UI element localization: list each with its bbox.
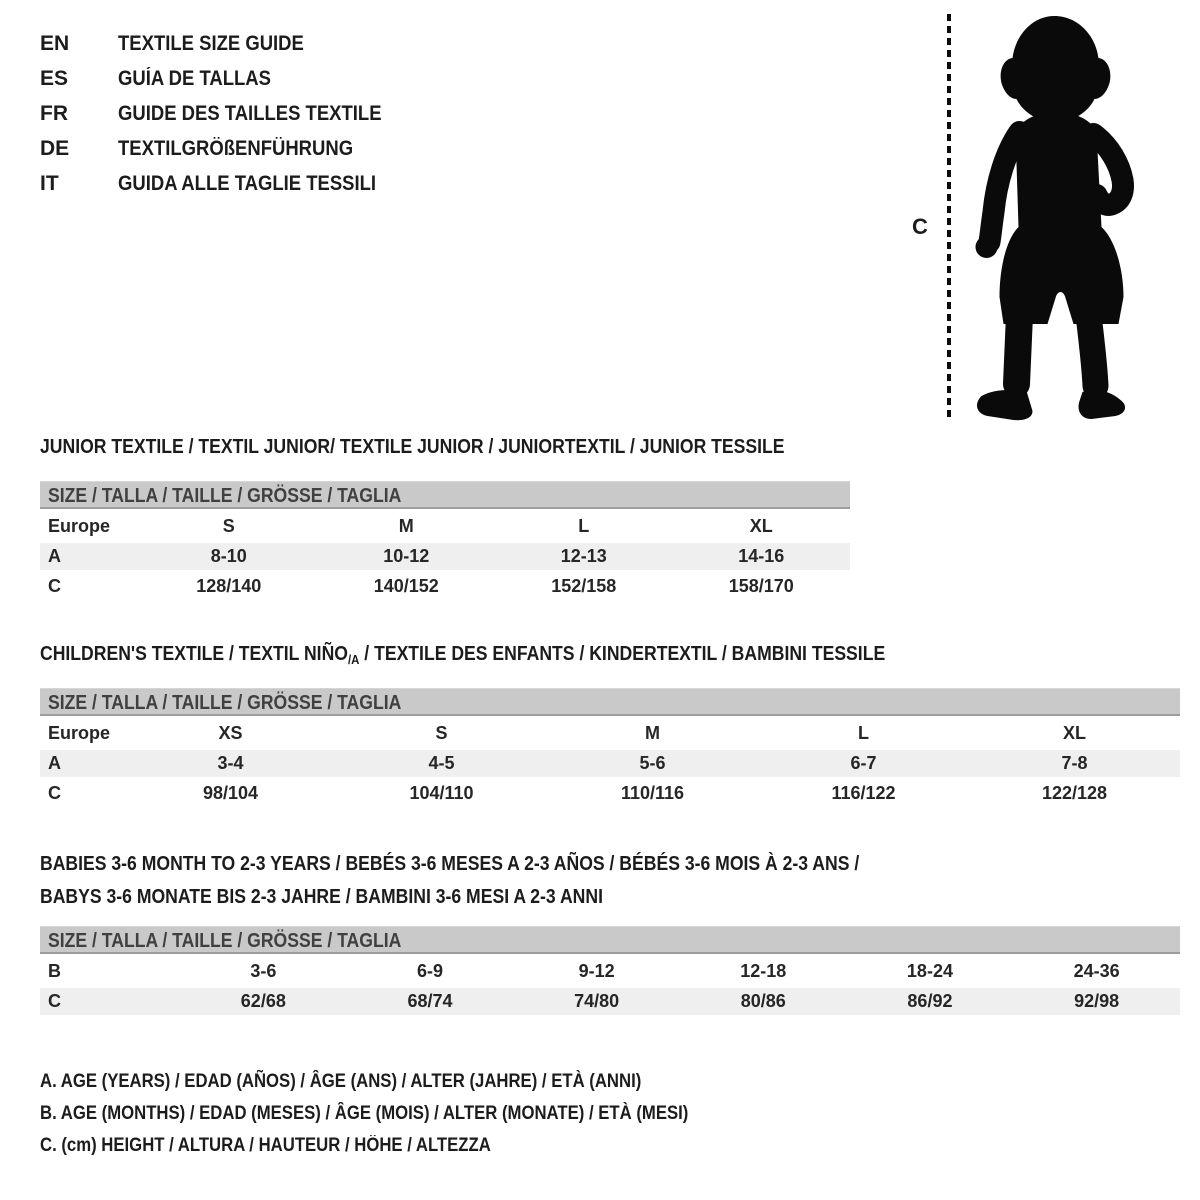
children-size-table xyxy=(40,688,1180,810)
height-dashed-line xyxy=(947,14,951,418)
size-header-label: SIZE / TALLA / TAILLE / GRÖSSE / TAGLIA xyxy=(48,930,402,952)
junior-section-heading: JUNIOR TEXTILE / TEXTIL JUNIOR/ TEXTILE JUNIOR / JUNIORTEXTIL / JUNIOR TESSILE xyxy=(40,436,785,458)
toddler-silhouette-icon xyxy=(962,12,1145,422)
table-row xyxy=(40,958,1180,988)
guide-title: TEXTILGRÖßENFÜHRUNG xyxy=(118,136,354,160)
age-cell: 12-13 xyxy=(495,543,673,573)
age-cell: 18-24 xyxy=(847,958,1014,988)
age-cell: 24-36 xyxy=(1013,958,1180,988)
table-row xyxy=(40,780,1180,810)
guide-title: GUÍA DE TALLAS xyxy=(118,66,271,90)
babies-section-heading: BABIES 3-6 MONTH TO 2-3 YEARS / BEBÉS 3-6 MESES A 2-3 AÑOS / BÉBÉS 3-6 MOIS À 2-3 ANS / BABYS 3-6 MONATE BIS 2-3 JAHRE / BAMBINI 3-6 MESI A 2-3 ANNI xyxy=(40,853,860,908)
height-cell: 122/128 xyxy=(969,780,1180,810)
row-label: Europe xyxy=(40,720,125,750)
table-row xyxy=(40,750,1180,780)
language-row xyxy=(40,131,417,166)
height-cell: 86/92 xyxy=(847,988,1014,1018)
row-label: C xyxy=(40,988,180,1018)
age-cell: 14-16 xyxy=(673,543,851,573)
height-cell: 104/110 xyxy=(336,780,547,810)
language-code: EN xyxy=(40,31,70,55)
nino-a-subscript: /A xyxy=(347,652,360,667)
height-label: C xyxy=(912,214,928,239)
guide-title: GUIDA ALLE TAGLIE TESSILI xyxy=(118,171,377,195)
language-code: ES xyxy=(40,66,69,90)
size-cell: M xyxy=(547,720,758,750)
measurement-legend xyxy=(40,1066,777,1162)
size-cell: M xyxy=(318,513,496,543)
children-section-heading: CHILDREN'S TEXTILE / TEXTIL $NIÑO_{/A}$ / TEXTILE DES ENFANTS / KINDERTEXTIL / BAMBINI TESSILE xyxy=(40,643,886,667)
guide-title: GUIDE DES TAILLES TEXTILE xyxy=(118,101,382,125)
legend-line-c: C. (cm) HEIGHT / ALTURA / HAUTEUR / HÖHE / ALTEZZA xyxy=(40,1135,491,1156)
language-code: FR xyxy=(40,101,68,125)
table-row xyxy=(40,988,1180,1018)
legend-line-a: A. AGE (YEARS) / EDAD (AÑOS) / ÂGE (ANS) / ALTER (JAHRE) / ETÀ (ANNI) xyxy=(40,1071,642,1092)
age-cell: 6-7 xyxy=(758,750,969,780)
size-header-label: SIZE / TALLA / TAILLE / GRÖSSE / TAGLIA xyxy=(48,485,402,507)
height-cell: 68/74 xyxy=(347,988,514,1018)
language-row xyxy=(40,96,417,131)
row-label: A xyxy=(40,543,140,573)
row-label: C xyxy=(40,780,125,810)
age-cell: 4-5 xyxy=(336,750,547,780)
size-cell: S xyxy=(140,513,318,543)
size-header-bar xyxy=(40,688,1180,716)
size-cell: XL xyxy=(673,513,851,543)
height-cell: 128/140 xyxy=(140,573,318,603)
height-cell: 62/68 xyxy=(180,988,347,1018)
height-cell: 74/80 xyxy=(513,988,680,1018)
legend-line-b: B. AGE (MONTHS) / EDAD (MESES) / ÂGE (MOIS) / ALTER (MONATE) / ETÀ (MESI) xyxy=(40,1103,689,1124)
height-cell: 116/122 xyxy=(758,780,969,810)
table-row xyxy=(40,573,850,603)
language-code: DE xyxy=(40,136,70,160)
language-row xyxy=(40,61,417,96)
age-cell: 3-4 xyxy=(125,750,336,780)
size-header-label: SIZE / TALLA / TAILLE / GRÖSSE / TAGLIA xyxy=(48,692,402,714)
age-cell: 6-9 xyxy=(347,958,514,988)
height-cell: 92/98 xyxy=(1013,988,1180,1018)
size-cell: L xyxy=(758,720,969,750)
height-cell: 140/152 xyxy=(318,573,496,603)
height-cell: 152/158 xyxy=(495,573,673,603)
guide-title: TEXTILE SIZE GUIDE xyxy=(118,31,304,55)
table-row xyxy=(40,513,850,543)
age-cell: 8-10 xyxy=(140,543,318,573)
age-cell: 3-6 xyxy=(180,958,347,988)
language-row xyxy=(40,26,417,61)
age-cell: 10-12 xyxy=(318,543,496,573)
babies-size-table xyxy=(40,926,1180,1018)
table-row xyxy=(40,720,1180,750)
age-cell: 7-8 xyxy=(969,750,1180,780)
age-cell: 12-18 xyxy=(680,958,847,988)
row-label: B xyxy=(40,958,180,988)
size-header-bar xyxy=(40,926,1180,954)
language-title-list xyxy=(40,26,417,201)
row-label: C xyxy=(40,573,140,603)
size-cell: S xyxy=(336,720,547,750)
size-cell: XL xyxy=(969,720,1180,750)
size-header-bar xyxy=(40,481,850,509)
height-cell: 80/86 xyxy=(680,988,847,1018)
height-cell: 110/116 xyxy=(547,780,758,810)
size-cell: L xyxy=(495,513,673,543)
size-cell: XS xyxy=(125,720,336,750)
height-cell: 98/104 xyxy=(125,780,336,810)
row-label: Europe xyxy=(40,513,140,543)
language-code: IT xyxy=(40,171,59,195)
table-row xyxy=(40,543,850,573)
age-cell: 5-6 xyxy=(547,750,758,780)
junior-size-table xyxy=(40,481,850,603)
language-row xyxy=(40,166,417,201)
age-cell: 9-12 xyxy=(513,958,680,988)
height-cell: 158/170 xyxy=(673,573,851,603)
row-label: A xyxy=(40,750,125,780)
